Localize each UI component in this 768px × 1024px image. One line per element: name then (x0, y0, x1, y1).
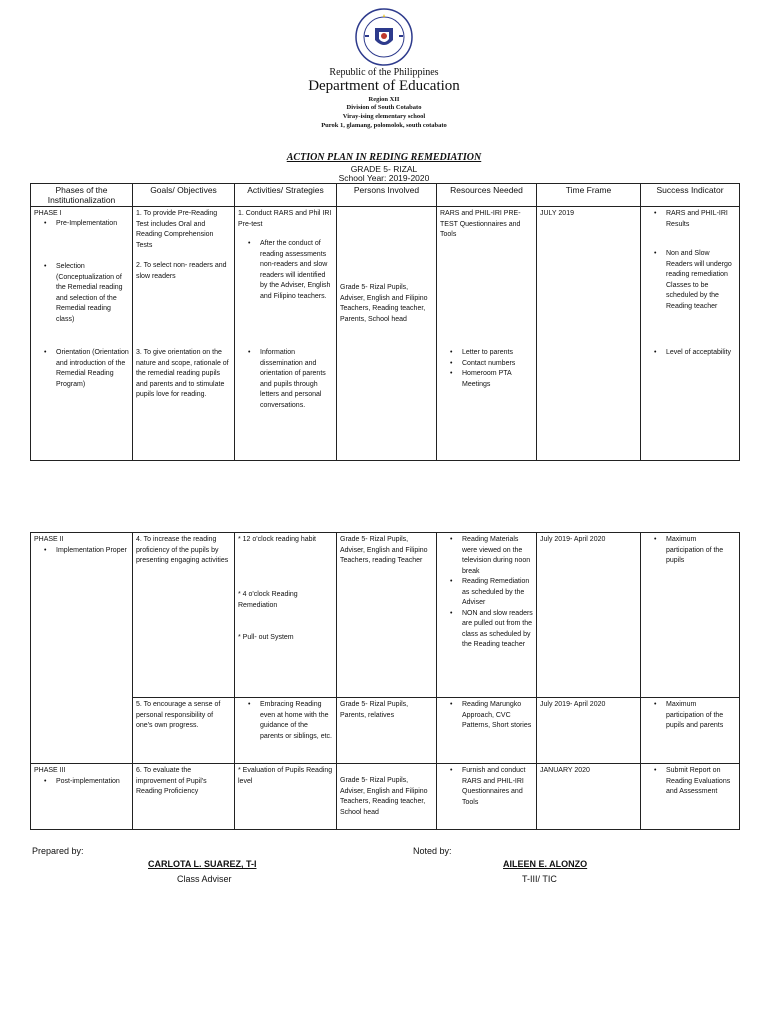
persons-cell: Grade 5- Rizal Pupils, Parents, relatives (337, 698, 437, 764)
column-header: Time Frame (537, 184, 641, 207)
goals-cell (133, 207, 235, 461)
list-item: • Embracing Reading even at home with the guidance of the parents or siblings, etc. (260, 700, 333, 742)
persons-text: Grade 5- Rizal Pupils, Adviser, English and Filipino Teachers, Reading teacher, School head (340, 777, 428, 816)
noted-by-label: Noted by: (413, 846, 452, 856)
list-item: • Letter to parents (462, 348, 533, 359)
table-row (31, 764, 740, 830)
table-header-row (31, 184, 740, 207)
activities-cell: * Evaluation of Pupils Reading level (235, 764, 337, 830)
resources-cell (437, 533, 537, 698)
division-line: Division of South Cotabato (346, 104, 422, 111)
indicator-cell (641, 698, 740, 764)
list-item: • Maximum participation of the pupils and parents (666, 700, 736, 732)
persons-text: Grade 5- Rizal Pupils, Adviser, English and Filipino Teachers, Reading teacher, Parents, School head (340, 284, 428, 323)
phase-title: PHASE I (34, 210, 62, 217)
goal-text: 2. To select non- readers and slow readers (136, 262, 227, 280)
address-line: Purok 1, glamang, polomolok, south cotabato (321, 122, 447, 129)
list-item: • Level of acceptability (666, 348, 736, 359)
column-header: Persons Involved (337, 184, 437, 207)
persons-cell (337, 207, 437, 461)
noted-by-title: T-III/ TIC (522, 874, 557, 884)
goals-cell: 5. To encourage a sense of personal responsibility of one's own progress. (133, 698, 235, 764)
persons-cell (337, 764, 437, 830)
activities-cell (235, 207, 337, 461)
list-item: • RARS and PHIL-IRI Results (666, 209, 736, 230)
region-line: Region XII (368, 96, 400, 103)
time-frame-cell: July 2019- April 2020 (537, 698, 641, 764)
table-row (31, 533, 740, 698)
list-item: • Homeroom PTA Meetings (462, 369, 533, 390)
time-frame-cell: July 2019- April 2020 (537, 533, 641, 698)
indicator-cell (641, 533, 740, 698)
goal-text: 1. To provide Pre-Reading Test includes Oral and Reading Comprehension Tests (136, 210, 218, 249)
action-plan-table-phase-1 (30, 183, 740, 461)
list-item: • Implementation Proper (56, 546, 129, 557)
time-frame-text: JULY 2019 (540, 210, 574, 217)
time-frame-cell: JANUARY 2020 (537, 764, 641, 830)
persons-cell: Grade 5- Rizal Pupils, Adviser, English and Filipino Teachers, reading Teacher (337, 533, 437, 698)
column-header: Goals/ Objectives (133, 184, 235, 207)
time-frame-cell (537, 207, 641, 461)
phase-title: PHASE III (34, 767, 66, 774)
table-row (31, 698, 740, 764)
noted-by-name: AILEEN E. ALONZO (503, 859, 588, 869)
school-year-line: School Year: 2019-2020 (338, 173, 430, 183)
goals-cell: 4. To increase the reading proficiency of the pupils by presenting engaging activities (133, 533, 235, 698)
resources-cell (437, 764, 537, 830)
resources-cell (437, 698, 537, 764)
column-header: Phases of the Institutionalization (31, 184, 133, 207)
document-title: ACTION PLAN IN REDING REMEDIATION (286, 152, 482, 163)
list-item: • Reading Remediation as scheduled by the Adviser (462, 577, 533, 609)
column-header: Resources Needed (437, 184, 537, 207)
activity-text: * Pull- out System (238, 634, 294, 641)
activities-cell (235, 698, 337, 764)
goal-text: 3. To give orientation on the nature and scope, rationale of the remedial reading pupils and parents and to stimulate pupils love for reading. (136, 349, 229, 398)
department-name: Department of Education (308, 78, 460, 94)
list-item: • Non and Slow Readers will undergo reading remediation Classes to be scheduled by the Reading teacher (666, 249, 736, 312)
list-item: • Orientation (Orientation and introduction of the Remedial Reading Program) (56, 348, 129, 390)
prepared-by-name: CARLOTA L. SUAREZ, T-I (148, 859, 257, 869)
list-item: • Post-implementation (56, 777, 129, 788)
activity-text: * 12 o'clock reading habit (238, 536, 316, 543)
table-row (31, 207, 740, 461)
list-item: • Reading Materials were viewed on the television during noon break (462, 535, 533, 577)
phase-cell (31, 764, 133, 830)
school-line: Viray-ising elementary school (342, 113, 426, 120)
indicator-cell (641, 207, 740, 461)
action-plan-table-phase-2-3 (30, 532, 740, 830)
phase-cell (31, 207, 133, 461)
prepared-by-label: Prepared by: (32, 846, 84, 856)
republic-line: Republic of the Philippines (329, 67, 439, 78)
list-item: • NON and slow readers are pulled out from the class as scheduled by the Reading teacher (462, 609, 533, 651)
list-item: • Contact numbers (462, 359, 533, 370)
list-item: • Maximum participation of the pupils (666, 535, 736, 567)
list-item: • Furnish and conduct RARS and PHIL-IRI Questionnaires and Tools (462, 766, 533, 808)
prepared-by-title: Class Adviser (177, 874, 232, 884)
column-header: Success Indicator (641, 184, 740, 207)
resources-heading: RARS and PHIL-IRI PRE-TEST Questionnaires and Tools (440, 210, 521, 238)
list-item: • Reading Marungko Approach, CVC Patterns, Short stories (462, 700, 533, 732)
phase-cell (31, 533, 133, 764)
resources-cell (437, 207, 537, 461)
list-item: • Information dissemination and orientation of parents and pupils through letters and personal conversations. (260, 348, 333, 411)
activities-cell (235, 533, 337, 698)
goals-cell: 6. To evaluate the improvement of Pupil's Reading Proficiency (133, 764, 235, 830)
list-item: • Pre-Implementation (56, 219, 129, 230)
activity-heading: 1. Conduct RARS and Phil IRI Pre-test (238, 210, 332, 228)
deped-seal-logo (355, 8, 413, 66)
list-item: • Selection (Conceptualization of the Remedial reading and selection of the Remedial reading class) (56, 262, 129, 325)
activity-text: * 4 o'clock Reading Remediation (238, 591, 298, 609)
grade-line: GRADE 5- RIZAL (350, 164, 418, 174)
list-item: • After the conduct of reading assessments non-readers and slow readers will identified by the Adviser, English and Filipino teachers. (260, 239, 333, 302)
phase-title: PHASE II (34, 536, 64, 543)
list-item: • Submit Report on Reading Evaluations and Assessment (666, 766, 736, 798)
column-header: Activities/ Strategies (235, 184, 337, 207)
indicator-cell (641, 764, 740, 830)
